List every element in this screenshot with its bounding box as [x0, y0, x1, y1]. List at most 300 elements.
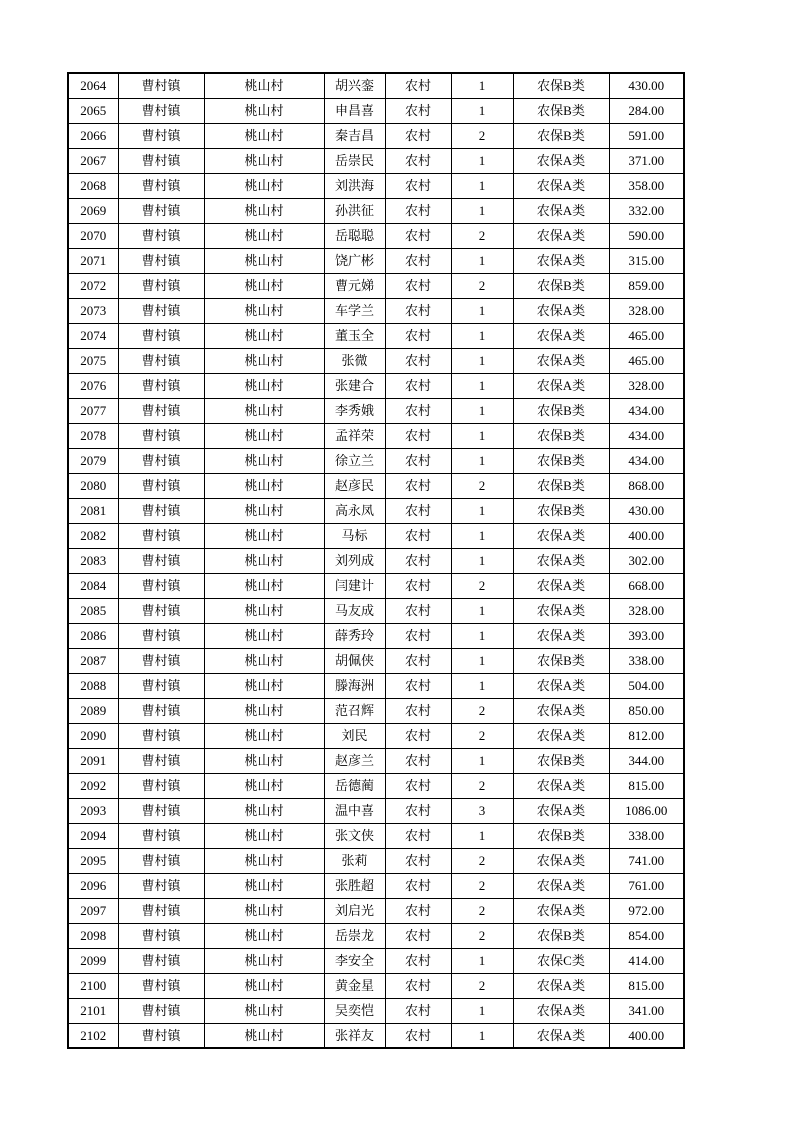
cell-name: 马友成 [324, 598, 385, 623]
cell-count: 1 [451, 948, 513, 973]
cell-count: 1 [451, 523, 513, 548]
cell-name: 胡兴銮 [324, 73, 385, 98]
cell-name: 李安全 [324, 948, 385, 973]
cell-category: 农保A类 [513, 248, 609, 273]
cell-category: 农保A类 [513, 598, 609, 623]
cell-name: 闫建计 [324, 573, 385, 598]
cell-name: 刘洪海 [324, 173, 385, 198]
cell-household-type: 农村 [385, 648, 451, 673]
cell-town: 曹村镇 [118, 523, 204, 548]
cell-village: 桃山村 [204, 623, 324, 648]
table-row [68, 373, 684, 398]
cell-number: 2071 [68, 248, 118, 273]
cell-village: 桃山村 [204, 448, 324, 473]
cell-count: 2 [451, 848, 513, 873]
cell-name: 岳聪聪 [324, 223, 385, 248]
cell-category: 农保B类 [513, 73, 609, 98]
table-row [68, 773, 684, 798]
cell-category: 农保B类 [513, 473, 609, 498]
cell-category: 农保A类 [513, 548, 609, 573]
cell-household-type: 农村 [385, 223, 451, 248]
cell-count: 1 [451, 248, 513, 273]
cell-number: 2100 [68, 973, 118, 998]
cell-town: 曹村镇 [118, 623, 204, 648]
cell-town: 曹村镇 [118, 798, 204, 823]
cell-name: 黄金星 [324, 973, 385, 998]
cell-name: 秦吉昌 [324, 123, 385, 148]
cell-household-type: 农村 [385, 798, 451, 823]
cell-village: 桃山村 [204, 923, 324, 948]
cell-village: 桃山村 [204, 898, 324, 923]
cell-category: 农保B类 [513, 423, 609, 448]
table-row [68, 323, 684, 348]
cell-number: 2070 [68, 223, 118, 248]
cell-category: 农保B类 [513, 748, 609, 773]
cell-category: 农保A类 [513, 998, 609, 1023]
cell-number: 2073 [68, 298, 118, 323]
cell-household-type: 农村 [385, 973, 451, 998]
cell-count: 1 [451, 398, 513, 423]
cell-category: 农保A类 [513, 198, 609, 223]
cell-household-type: 农村 [385, 173, 451, 198]
cell-category: 农保B类 [513, 123, 609, 148]
cell-village: 桃山村 [204, 198, 324, 223]
cell-amount: 328.00 [609, 298, 684, 323]
cell-number: 2066 [68, 123, 118, 148]
cell-number: 2086 [68, 623, 118, 648]
cell-amount: 328.00 [609, 598, 684, 623]
cell-number: 2093 [68, 798, 118, 823]
table-row [68, 648, 684, 673]
cell-amount: 414.00 [609, 948, 684, 973]
cell-town: 曹村镇 [118, 573, 204, 598]
cell-village: 桃山村 [204, 348, 324, 373]
cell-amount: 284.00 [609, 98, 684, 123]
cell-town: 曹村镇 [118, 448, 204, 473]
cell-amount: 668.00 [609, 573, 684, 598]
table-row [68, 448, 684, 473]
cell-amount: 590.00 [609, 223, 684, 248]
cell-category: 农保A类 [513, 573, 609, 598]
cell-household-type: 农村 [385, 1023, 451, 1048]
table-row [68, 148, 684, 173]
cell-household-type: 农村 [385, 948, 451, 973]
cell-name: 车学兰 [324, 298, 385, 323]
cell-count: 2 [451, 273, 513, 298]
cell-number: 2085 [68, 598, 118, 623]
cell-amount: 328.00 [609, 373, 684, 398]
cell-village: 桃山村 [204, 273, 324, 298]
cell-amount: 868.00 [609, 473, 684, 498]
cell-amount: 341.00 [609, 998, 684, 1023]
cell-town: 曹村镇 [118, 248, 204, 273]
cell-village: 桃山村 [204, 473, 324, 498]
cell-amount: 859.00 [609, 273, 684, 298]
table-row [68, 698, 684, 723]
cell-town: 曹村镇 [118, 773, 204, 798]
cell-number: 2099 [68, 948, 118, 973]
cell-category: 农保A类 [513, 173, 609, 198]
cell-household-type: 农村 [385, 148, 451, 173]
cell-amount: 358.00 [609, 173, 684, 198]
table-body [68, 73, 684, 1048]
cell-category: 农保B类 [513, 448, 609, 473]
table-row [68, 923, 684, 948]
cell-number: 2076 [68, 373, 118, 398]
cell-number: 2098 [68, 923, 118, 948]
cell-name: 饶广彬 [324, 248, 385, 273]
cell-village: 桃山村 [204, 698, 324, 723]
table-row [68, 273, 684, 298]
table-row [68, 298, 684, 323]
cell-category: 农保A类 [513, 798, 609, 823]
data-table [67, 72, 685, 1049]
cell-name: 刘民 [324, 723, 385, 748]
cell-count: 1 [451, 623, 513, 648]
cell-count: 2 [451, 223, 513, 248]
cell-amount: 812.00 [609, 723, 684, 748]
cell-category: 农保A类 [513, 898, 609, 923]
cell-town: 曹村镇 [118, 923, 204, 948]
cell-village: 桃山村 [204, 423, 324, 448]
table-row [68, 523, 684, 548]
cell-town: 曹村镇 [118, 998, 204, 1023]
table-row [68, 73, 684, 98]
cell-amount: 338.00 [609, 648, 684, 673]
cell-category: 农保A类 [513, 373, 609, 398]
cell-category: 农保A类 [513, 673, 609, 698]
cell-household-type: 农村 [385, 448, 451, 473]
cell-town: 曹村镇 [118, 598, 204, 623]
cell-count: 1 [451, 823, 513, 848]
table-row [68, 973, 684, 998]
cell-town: 曹村镇 [118, 673, 204, 698]
cell-amount: 761.00 [609, 873, 684, 898]
cell-name: 曹元娣 [324, 273, 385, 298]
cell-town: 曹村镇 [118, 723, 204, 748]
cell-household-type: 农村 [385, 423, 451, 448]
cell-number: 2095 [68, 848, 118, 873]
cell-household-type: 农村 [385, 923, 451, 948]
cell-number: 2083 [68, 548, 118, 573]
cell-number: 2075 [68, 348, 118, 373]
cell-amount: 465.00 [609, 348, 684, 373]
cell-household-type: 农村 [385, 398, 451, 423]
table-row [68, 223, 684, 248]
cell-amount: 393.00 [609, 623, 684, 648]
cell-town: 曹村镇 [118, 648, 204, 673]
table-row [68, 598, 684, 623]
cell-village: 桃山村 [204, 123, 324, 148]
cell-village: 桃山村 [204, 148, 324, 173]
cell-town: 曹村镇 [118, 873, 204, 898]
cell-village: 桃山村 [204, 723, 324, 748]
cell-household-type: 农村 [385, 73, 451, 98]
cell-town: 曹村镇 [118, 98, 204, 123]
cell-village: 桃山村 [204, 573, 324, 598]
cell-category: 农保A类 [513, 148, 609, 173]
table-row [68, 1023, 684, 1048]
cell-count: 2 [451, 873, 513, 898]
table-row [68, 723, 684, 748]
cell-category: 农保A类 [513, 223, 609, 248]
cell-count: 1 [451, 748, 513, 773]
cell-number: 2102 [68, 1023, 118, 1048]
cell-name: 徐立兰 [324, 448, 385, 473]
cell-village: 桃山村 [204, 648, 324, 673]
cell-village: 桃山村 [204, 73, 324, 98]
cell-village: 桃山村 [204, 973, 324, 998]
cell-name: 马标 [324, 523, 385, 548]
cell-town: 曹村镇 [118, 498, 204, 523]
cell-amount: 1086.00 [609, 798, 684, 823]
cell-household-type: 农村 [385, 898, 451, 923]
cell-count: 1 [451, 298, 513, 323]
cell-household-type: 农村 [385, 248, 451, 273]
cell-household-type: 农村 [385, 723, 451, 748]
cell-household-type: 农村 [385, 698, 451, 723]
cell-amount: 434.00 [609, 398, 684, 423]
cell-village: 桃山村 [204, 748, 324, 773]
cell-name: 张胜超 [324, 873, 385, 898]
cell-household-type: 农村 [385, 273, 451, 298]
cell-amount: 815.00 [609, 973, 684, 998]
table-row [68, 348, 684, 373]
cell-household-type: 农村 [385, 873, 451, 898]
cell-village: 桃山村 [204, 1023, 324, 1048]
cell-number: 2074 [68, 323, 118, 348]
cell-name: 薛秀玲 [324, 623, 385, 648]
cell-number: 2088 [68, 673, 118, 698]
cell-category: 农保A类 [513, 773, 609, 798]
cell-category: 农保A类 [513, 623, 609, 648]
cell-category: 农保B类 [513, 398, 609, 423]
table-row [68, 873, 684, 898]
table-row [68, 98, 684, 123]
cell-town: 曹村镇 [118, 123, 204, 148]
cell-village: 桃山村 [204, 823, 324, 848]
cell-town: 曹村镇 [118, 898, 204, 923]
cell-name: 刘列成 [324, 548, 385, 573]
cell-town: 曹村镇 [118, 548, 204, 573]
table-row [68, 423, 684, 448]
cell-number: 2092 [68, 773, 118, 798]
cell-count: 3 [451, 798, 513, 823]
table-row [68, 848, 684, 873]
cell-household-type: 农村 [385, 548, 451, 573]
cell-number: 2082 [68, 523, 118, 548]
cell-village: 桃山村 [204, 498, 324, 523]
cell-town: 曹村镇 [118, 273, 204, 298]
cell-count: 1 [451, 448, 513, 473]
cell-count: 2 [451, 573, 513, 598]
cell-village: 桃山村 [204, 98, 324, 123]
cell-town: 曹村镇 [118, 823, 204, 848]
cell-village: 桃山村 [204, 873, 324, 898]
cell-count: 1 [451, 98, 513, 123]
cell-amount: 338.00 [609, 823, 684, 848]
cell-count: 1 [451, 148, 513, 173]
cell-name: 滕海洲 [324, 673, 385, 698]
cell-village: 桃山村 [204, 548, 324, 573]
cell-count: 1 [451, 998, 513, 1023]
cell-household-type: 农村 [385, 198, 451, 223]
cell-number: 2090 [68, 723, 118, 748]
cell-household-type: 农村 [385, 473, 451, 498]
cell-amount: 434.00 [609, 448, 684, 473]
cell-household-type: 农村 [385, 598, 451, 623]
table-row [68, 123, 684, 148]
cell-category: 农保B类 [513, 923, 609, 948]
cell-count: 1 [451, 673, 513, 698]
cell-household-type: 农村 [385, 673, 451, 698]
cell-household-type: 农村 [385, 123, 451, 148]
cell-amount: 430.00 [609, 498, 684, 523]
cell-name: 张祥友 [324, 1023, 385, 1048]
cell-household-type: 农村 [385, 498, 451, 523]
cell-name: 高永凤 [324, 498, 385, 523]
cell-household-type: 农村 [385, 348, 451, 373]
cell-category: 农保A类 [513, 523, 609, 548]
cell-household-type: 农村 [385, 998, 451, 1023]
cell-household-type: 农村 [385, 323, 451, 348]
table-row [68, 948, 684, 973]
cell-number: 2097 [68, 898, 118, 923]
cell-number: 2096 [68, 873, 118, 898]
cell-number: 2078 [68, 423, 118, 448]
cell-village: 桃山村 [204, 798, 324, 823]
cell-amount: 434.00 [609, 423, 684, 448]
cell-village: 桃山村 [204, 948, 324, 973]
cell-name: 孟祥荣 [324, 423, 385, 448]
table-row [68, 198, 684, 223]
cell-town: 曹村镇 [118, 848, 204, 873]
cell-count: 1 [451, 198, 513, 223]
table-row [68, 573, 684, 598]
cell-number: 2091 [68, 748, 118, 773]
cell-category: 农保B类 [513, 498, 609, 523]
cell-amount: 302.00 [609, 548, 684, 573]
cell-name: 董玉全 [324, 323, 385, 348]
cell-category: 农保B类 [513, 98, 609, 123]
cell-household-type: 农村 [385, 623, 451, 648]
table-row [68, 823, 684, 848]
cell-count: 2 [451, 698, 513, 723]
cell-town: 曹村镇 [118, 73, 204, 98]
cell-household-type: 农村 [385, 298, 451, 323]
cell-town: 曹村镇 [118, 223, 204, 248]
cell-town: 曹村镇 [118, 748, 204, 773]
cell-number: 2089 [68, 698, 118, 723]
cell-name: 岳崇民 [324, 148, 385, 173]
cell-village: 桃山村 [204, 998, 324, 1023]
cell-amount: 815.00 [609, 773, 684, 798]
cell-number: 2079 [68, 448, 118, 473]
cell-household-type: 农村 [385, 573, 451, 598]
cell-count: 1 [451, 423, 513, 448]
cell-count: 1 [451, 598, 513, 623]
cell-category: 农保A类 [513, 323, 609, 348]
cell-name: 吴奕恺 [324, 998, 385, 1023]
cell-count: 1 [451, 648, 513, 673]
cell-category: 农保A类 [513, 348, 609, 373]
cell-household-type: 农村 [385, 98, 451, 123]
cell-count: 2 [451, 123, 513, 148]
cell-category: 农保A类 [513, 723, 609, 748]
cell-household-type: 农村 [385, 773, 451, 798]
cell-name: 李秀娥 [324, 398, 385, 423]
cell-count: 1 [451, 348, 513, 373]
cell-village: 桃山村 [204, 598, 324, 623]
cell-town: 曹村镇 [118, 148, 204, 173]
table-row [68, 798, 684, 823]
cell-name: 张建合 [324, 373, 385, 398]
table-row [68, 173, 684, 198]
cell-amount: 332.00 [609, 198, 684, 223]
cell-town: 曹村镇 [118, 1023, 204, 1048]
cell-name: 张文侠 [324, 823, 385, 848]
cell-town: 曹村镇 [118, 173, 204, 198]
table-row [68, 673, 684, 698]
cell-name: 张微 [324, 348, 385, 373]
cell-number: 2064 [68, 73, 118, 98]
cell-number: 2068 [68, 173, 118, 198]
cell-name: 刘启光 [324, 898, 385, 923]
cell-number: 2080 [68, 473, 118, 498]
cell-amount: 400.00 [609, 523, 684, 548]
cell-category: 农保B类 [513, 273, 609, 298]
cell-category: 农保B类 [513, 823, 609, 848]
cell-number: 2084 [68, 573, 118, 598]
cell-count: 1 [451, 373, 513, 398]
cell-village: 桃山村 [204, 773, 324, 798]
cell-amount: 972.00 [609, 898, 684, 923]
cell-name: 孙洪征 [324, 198, 385, 223]
table-row [68, 398, 684, 423]
cell-count: 2 [451, 473, 513, 498]
cell-name: 温中喜 [324, 798, 385, 823]
cell-category: 农保A类 [513, 698, 609, 723]
cell-amount: 854.00 [609, 923, 684, 948]
cell-number: 2072 [68, 273, 118, 298]
cell-category: 农保A类 [513, 1023, 609, 1048]
cell-amount: 850.00 [609, 698, 684, 723]
cell-number: 2101 [68, 998, 118, 1023]
cell-count: 1 [451, 548, 513, 573]
table-row [68, 248, 684, 273]
cell-town: 曹村镇 [118, 398, 204, 423]
cell-town: 曹村镇 [118, 473, 204, 498]
cell-amount: 504.00 [609, 673, 684, 698]
cell-household-type: 农村 [385, 523, 451, 548]
cell-village: 桃山村 [204, 248, 324, 273]
cell-count: 1 [451, 498, 513, 523]
cell-category: 农保A类 [513, 298, 609, 323]
cell-household-type: 农村 [385, 848, 451, 873]
table-row [68, 623, 684, 648]
cell-count: 2 [451, 898, 513, 923]
cell-count: 1 [451, 1023, 513, 1048]
cell-count: 2 [451, 973, 513, 998]
cell-number: 2081 [68, 498, 118, 523]
cell-name: 张莉 [324, 848, 385, 873]
cell-name: 胡佩侠 [324, 648, 385, 673]
cell-village: 桃山村 [204, 398, 324, 423]
cell-name: 岳崇龙 [324, 923, 385, 948]
cell-category: 农保B类 [513, 648, 609, 673]
cell-name: 岳德蔺 [324, 773, 385, 798]
cell-town: 曹村镇 [118, 973, 204, 998]
